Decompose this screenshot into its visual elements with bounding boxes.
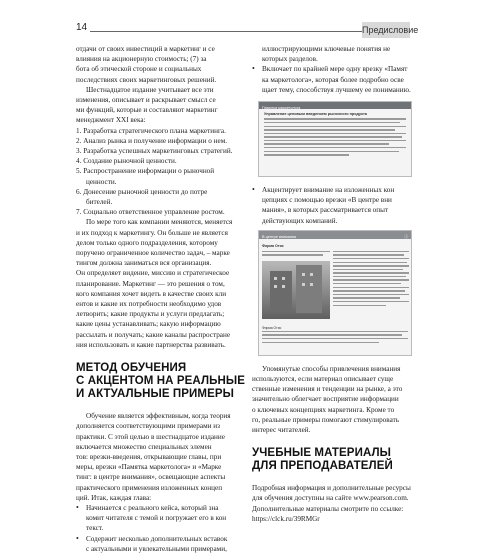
text-line: влияния на акционерную стоимость; (7) за: [76, 55, 207, 64]
figure-text-block: [262, 331, 408, 345]
section-title-line: С АКЦЕНТОМ НА РЕАЛЬНЫЕ: [76, 375, 246, 388]
text-line: ка маркетолога», которая более подробно осве: [262, 75, 404, 84]
text-line: ций. Итак, каждая глава:: [76, 493, 152, 502]
marketing-paragraph: [76, 217, 238, 350]
section-title-line: МЕТОД ОБУЧЕНИЯ: [76, 362, 187, 375]
section-tag: Предисловие: [362, 22, 410, 38]
text-line: Начинается с реального кейса, который зна: [86, 503, 219, 512]
learning-paragraph: [76, 411, 238, 503]
intro-paragraph: [76, 44, 238, 85]
text-line: о ключевых концепциях маркетинга. Кроме то: [252, 405, 395, 414]
text-line: включается множество специальных элемен: [76, 442, 212, 451]
text-line: интерес читателей.: [252, 426, 311, 435]
text-line: го, реальные примеры помогают стимулировать: [252, 415, 399, 424]
text-line: Упомянутые способы привлечения внимания: [262, 364, 401, 373]
figure-text-block: [333, 251, 409, 308]
text-line: летворить; какие продукты и услуги предлагать;: [76, 310, 225, 319]
text-line: рассылать и получать; какие каналы распростране: [76, 330, 231, 339]
figure-author: Фирма Отис: [262, 243, 284, 248]
bullet-item: [76, 534, 238, 554]
section-title-line: УЧЕБНЫЕ МАТЕРИАЛЫ: [252, 447, 392, 460]
text-line: ентов и какие их потребности необходимо удов: [76, 300, 222, 309]
text-line: Содержит несколько дополнительных вставок: [86, 534, 228, 543]
continued-paragraph: [252, 44, 412, 64]
text-line: щает тему, способствуя лучшему ее пониманию.: [262, 85, 411, 94]
text-line: менеджмент XXI века:: [76, 116, 146, 125]
text-line: изменения, описывает и раскрывает смысл се: [76, 96, 216, 105]
text-line: бота об этической стороне и социальных: [76, 65, 202, 74]
text-line: делом только одного подразделения, которому: [76, 238, 218, 247]
text-line: практического применения изложенных концеп: [76, 483, 223, 492]
photo-caption: Фирма Отис: [262, 325, 282, 330]
text-line: комит читателя с темой и погружает его в кон: [86, 514, 227, 523]
figure-body: [259, 109, 411, 161]
text-line: тинг: в центре внимания», освещающие аспекты: [76, 473, 226, 482]
figure-header: [259, 231, 411, 239]
text-line: отдачи от своих инвестиций в маркетинг и се: [76, 45, 215, 53]
list-item: 1. Разработка стратегического плана маркетинга.: [76, 126, 226, 135]
text-line: ственные изменения и тенденции на рынке, а это: [252, 385, 403, 394]
text-line: Дополнительные материалы смотрите по ссылке:: [252, 504, 404, 513]
bullet-icon: •: [76, 502, 79, 512]
edition-paragraph: [76, 85, 238, 126]
marketer-memo-figure: [258, 101, 412, 177]
text-line: и их подход к маркетингу. Он больше не является: [76, 228, 228, 237]
text-line: ми функций, которые и составляют маркетинг: [76, 106, 218, 115]
bullet-icon: •: [252, 185, 255, 195]
text-line: какие цены устанавливать; какую информацию: [76, 320, 221, 329]
bullet-icon: •: [252, 64, 255, 74]
bullet-icon: •: [76, 533, 79, 543]
text-line: текст.: [86, 524, 104, 533]
resources-paragraph: [252, 483, 412, 524]
page-number: 14: [76, 22, 88, 33]
figure-text-block: [264, 118, 406, 155]
list-item: 2. Анализ рынка и получение информации о нем.: [76, 136, 228, 145]
text-line: значительно облегчает восприятие информации: [252, 395, 399, 404]
text-line: Подробная информация и дополнительные ресурсы: [252, 484, 411, 493]
text-line: меры, врезки «Памятка маркетолога» и «Марке: [76, 463, 222, 472]
list-item: 3. Разработка успешных маркетинговых стратегий.: [76, 147, 233, 156]
text-line: которых разделов.: [262, 55, 318, 64]
text-line: последствиях своих маркетинговых решений.: [76, 75, 217, 84]
right-column: [252, 44, 412, 524]
info-icon: ⓘ: [404, 234, 408, 239]
figure-header: Памятка маркетолога: [259, 102, 411, 109]
list-item: 4. Создание рыночной ценности.: [76, 157, 177, 166]
section-title-teaching-method: [76, 362, 246, 401]
page-header: [0, 0, 500, 48]
figure-text-block: [262, 251, 330, 258]
text-line: тов: врезки-введения, открывающие главы, при: [76, 452, 222, 461]
bullet-item: [76, 503, 238, 534]
section-title-teacher-materials: [252, 447, 412, 473]
text-line: По мере того как компании меняются, меняется: [86, 218, 233, 227]
attention-paragraph: [252, 364, 412, 435]
text-line: иллюстрирующими ключевые понятия не: [262, 45, 391, 53]
text-line: с актуальными и увлекательными примерами,: [86, 544, 227, 553]
section-title-line: ДЛЯ ПРЕПОДАВАТЕЛЕЙ: [252, 460, 393, 473]
bullet-item: [252, 64, 412, 95]
text-line: планирование. Маркетинг — это решения о том,: [76, 279, 225, 288]
text-line: Обучение является эффективным, когда теория: [86, 412, 231, 421]
text-line: Он определяет видение, миссию и стратегическое: [76, 269, 230, 278]
resource-link[interactable]: https://clck.ru/39RMGr: [252, 514, 320, 523]
text-line: мания», в которых рассматривается опыт: [262, 206, 389, 215]
text-line: используются, если материал описывает суще: [252, 375, 394, 384]
section-title-line: И АКТУАЛЬНЫЕ ПРИМЕРЫ: [76, 388, 234, 401]
list-item: бителей.: [86, 198, 113, 207]
text-line: дополняется соответствующими примерами из: [76, 422, 220, 431]
figure-header-label: В центре внимания: [262, 234, 297, 239]
functions-list: [76, 126, 238, 218]
list-item: 7. Социально ответственное управление ростом.: [76, 208, 225, 217]
text-line: практики. С этой целью в шестнадцатое издание: [76, 432, 225, 441]
building-photo: [262, 261, 330, 319]
list-item: 6. Донесение рыночной ценности до потре: [76, 187, 208, 196]
text-line: Шестнадцатое издание учитывает все эти: [86, 85, 214, 94]
text-line: ния использовать и какие партнерства развивать.: [76, 340, 226, 349]
bullet-item: [252, 185, 412, 226]
left-column: [76, 44, 246, 554]
list-item: ценности.: [86, 177, 117, 186]
text-line: для обучения доступны на сайте www.pearson.com.: [252, 494, 409, 503]
text-line: Включает по крайней мере одну врезку «Памят: [262, 65, 408, 74]
header-rule: [90, 31, 362, 32]
text-line: цепциях с помощью врезки «В центре вни: [262, 196, 392, 205]
text-line: тингом должна заниматься вся организация.: [76, 259, 212, 268]
spotlight-figure: [258, 230, 412, 356]
text-line: кого компания хочет видеть в качестве своих кли: [76, 289, 227, 298]
list-item: 5. Распространение информации о рыночной: [76, 167, 215, 176]
text-line: поручено ограниченное количество задач, – марке: [76, 249, 230, 258]
text-line: действующих компаний.: [262, 216, 338, 225]
text-line: Акцентирует внимание на изложенных кон: [262, 186, 395, 195]
figure-title: Управление ценовым введением рыночного продукта: [264, 112, 367, 117]
